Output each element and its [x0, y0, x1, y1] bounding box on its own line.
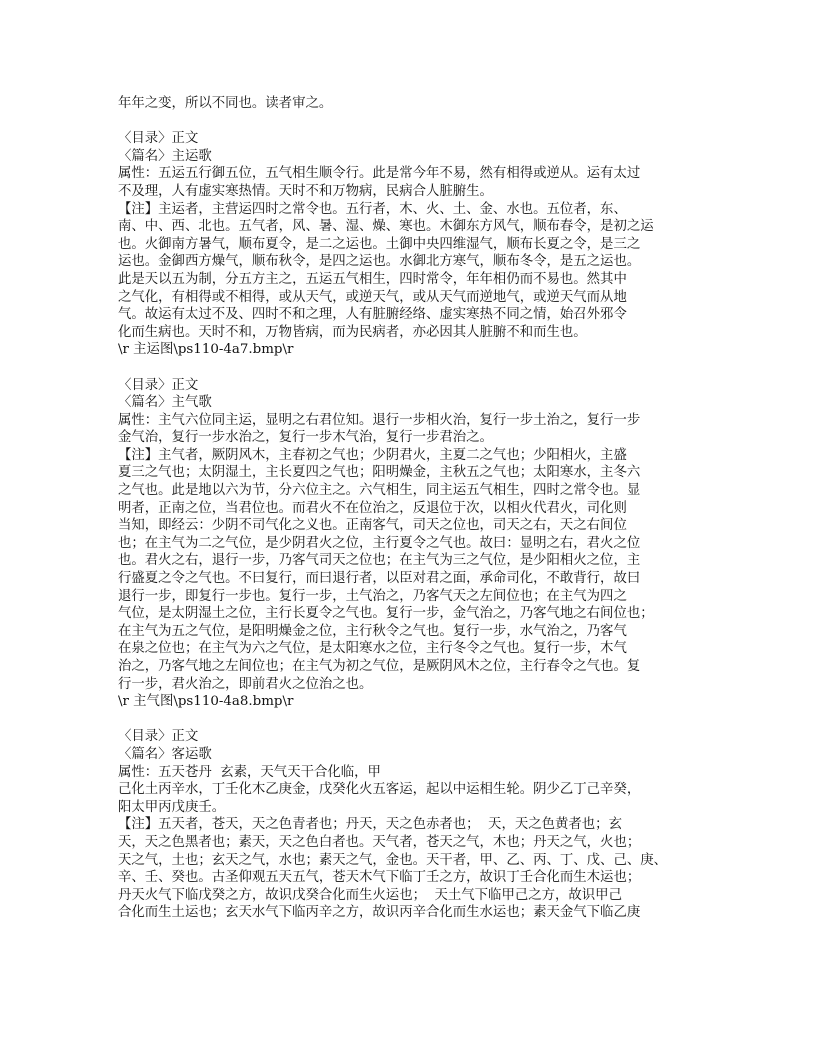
- text-line: 治之，乃客气地之左间位也；在主气为初之气位，是厥阴风木之位，主行春令之气也。复: [118, 659, 641, 674]
- text-line: 【注】主气者，厥阴风木，主春初之气也；少阴君火，主夏二之气也；少阳相火，主盛: [118, 447, 627, 463]
- catalog-tag: 〈目录〉正文: [118, 377, 199, 393]
- section-title: 〈篇名〉主运歌: [118, 148, 212, 164]
- text-line: 也。君火之右，退行一步，乃客气司天之位也；在主气为三之气位，是少阳相火之位，主: [118, 553, 641, 569]
- text-line: 在主气为五之气位，是阳明燥金之位，主行秋令之气也。复行一步，水气治之，乃客气: [118, 623, 627, 639]
- text-line: 气位，是太阴湿土之位，主行长夏令之气也。复行一步，金气治之，乃客气地之右间位也；: [118, 606, 654, 622]
- image-reference: \r 主运图\ps110-4a7.bmp\r: [118, 342, 294, 358]
- text-line: 天，天之色黑者也；素天，天之色白者也。天气者，苍天之气，木也；丹天之气，火也；: [118, 834, 641, 850]
- section-gap: [118, 359, 758, 377]
- text-line: 化而生病也。天时不和，万物皆病，而为民病者，亦必因其人脏腑不和而生也。: [118, 324, 587, 340]
- text-line: 丹天火气下临戊癸之方，故识戊癸合化而生火运也； 天土气下临甲己之方，故识甲己: [118, 887, 622, 903]
- text-line: 此是天以五为制，分五方主之，五运五气相生，四时常令，年年相仍而不易也。然其中: [118, 271, 627, 287]
- text-line: 行盛夏之令之气也。不曰复行，而曰退行者，以臣对君之面，承命司化，不敢背行，故曰: [118, 571, 641, 587]
- section-zhu-qi-ge: [118, 377, 758, 711]
- text-line: 气。故运有太过不及、四时不和之理，人有脏腑经络、虚实寒热不同之情，始召外邪令: [118, 307, 627, 323]
- text-line: 属性：五运五行御五位，五气相生顺令行。此是常今年不易，然有相得或逆从。运有太过: [118, 166, 641, 182]
- text-line: 之气化，有相得或不相得，或从天气，或逆天气，或从天气而逆地气，或逆天气而从地: [118, 289, 627, 305]
- text-line: 之气也。此是地以六为节，分六位主之。六气相生，同主运五气相生，四时之常令也。显: [118, 483, 641, 499]
- section-title: 〈篇名〉主气歌: [118, 395, 212, 411]
- text-line: 明者，正南之位，当君位也。而君火不在位治之，反退位于次，以相火代君火，司化则: [118, 500, 627, 516]
- text-line: 行一步，君火治之，即前君火之位治之也。: [118, 676, 373, 692]
- intro-line: 年年之变，所以不同也。读者审之。: [118, 96, 333, 111]
- text-line: 阳太甲丙戊庚壬。: [118, 799, 226, 815]
- image-reference: \r 主气图\ps110-4a8.bmp\r: [118, 694, 294, 710]
- section-gap: [118, 113, 758, 131]
- text-line: 【注】主运者，主营运四时之常令也。五行者，木、火、土、金、水也。五位者，东、: [118, 201, 627, 217]
- text-line: 合化而生土运也；玄天水气下临丙辛之方，故识丙辛合化而生水运也；素天金气下临乙庚: [118, 905, 641, 921]
- text-line: 己化土丙辛水，丁壬化木乙庚金，戊癸化火五客运，起以中运相生轮。阴少乙丁己辛癸，: [118, 782, 641, 798]
- text-line: 夏三之气也；太阴湿土，主长夏四之气也；阳明燥金，主秋五之气也；太阳寒水，主冬六: [118, 465, 641, 481]
- catalog-tag: 〈目录〉正文: [118, 131, 199, 147]
- text-line: 金气治，复行一步水治之，复行一步木气治，复行一步君治之。: [118, 430, 493, 446]
- text-line: 属性：五天苍丹 玄素，天气天干合化临，甲: [118, 764, 381, 780]
- section-gap: [118, 711, 758, 729]
- catalog-tag: 〈目录〉正文: [118, 729, 199, 745]
- text-line: 属性：主气六位同主运，显明之右君位知。退行一步相火治，复行一步土治之，复行一步: [118, 412, 641, 428]
- document-page: [118, 95, 758, 922]
- text-line: 天之气，土也；玄天之气，水也；素天之气，金也。天干者，甲、乙、丙、丁、戊、己、庚、: [118, 852, 668, 868]
- text-line: 辛、壬、癸也。古圣仰观五天五气，苍天木气下临丁壬之方，故识丁壬合化而生木运也；: [118, 870, 641, 886]
- text-line: 不及理，人有虚实寒热情。天时不和万物病，民病合人脏腑生。: [118, 183, 493, 199]
- text-line: 当知，即经云：少阴不司气化之义也。正南客气，司天之位也，司天之右，天之右间位: [118, 518, 627, 534]
- section-zhu-yun-ge: [118, 130, 758, 359]
- text-line: 南、中、西、北也。五气者，风、暑、湿、燥、寒也。木御东方风气，顺布春令，是初之运: [118, 219, 654, 235]
- section-ke-yun-ge: [118, 728, 758, 922]
- text-line: 在泉之位也；在主气为六之气位，是太阳寒水之位，主行冬令之气也。复行一步，木气: [118, 641, 627, 657]
- text-line: 也；在主气为二之气位，是少阴君火之位，主行夏令之气也。故曰：显明之右，君火之位: [118, 535, 641, 551]
- text-line: 运也。金御西方燥气，顺布秋令，是四之运也。水御北方寒气，顺布冬令，是五之运也。: [118, 254, 641, 270]
- text-line: 也。火御南方暑气，顺布夏令，是二之运也。土御中央四维湿气，顺布长夏之令，是三之: [118, 236, 641, 252]
- section-title: 〈篇名〉客运歌: [118, 746, 212, 762]
- text-line: 退行一步，即复行一步也。复行一步，土气治之，乃客气天之左间位也；在主气为四之: [118, 588, 627, 604]
- text-line: 【注】五天者，苍天，天之色青者也；丹天，天之色赤者也； 天，天之色黄者也；玄: [118, 817, 622, 833]
